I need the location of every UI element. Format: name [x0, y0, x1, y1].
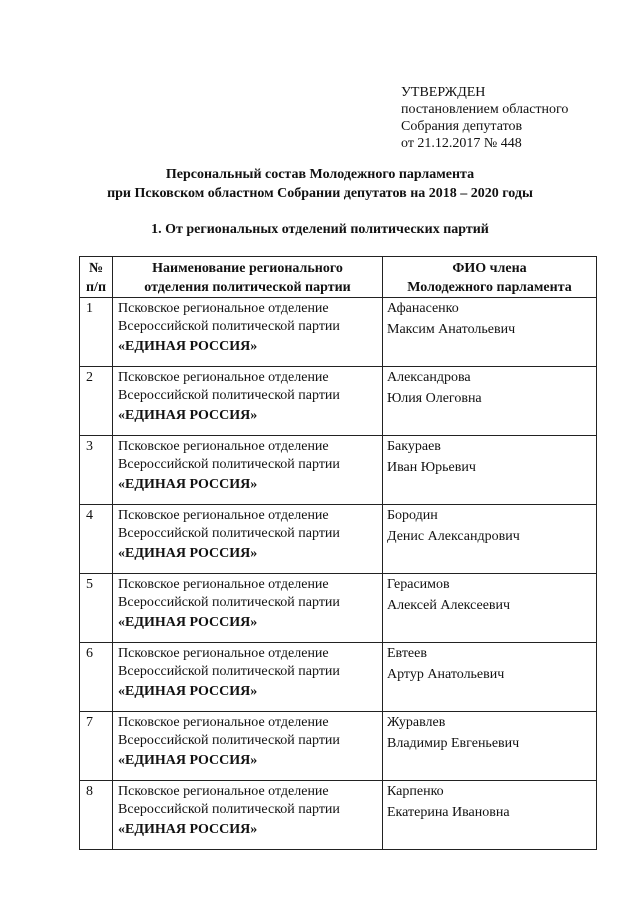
- fio-cell: [383, 367, 597, 436]
- header-party-line1: Наименование регионального: [152, 261, 343, 276]
- document-subtitle: при Псковском областном Собрании депутатов на 2018 – 2020 годы: [107, 186, 533, 201]
- header-number-line1: №: [88, 261, 104, 276]
- member-surname: Карпенко: [387, 784, 444, 799]
- party-line2: Всероссийской политической партии: [118, 664, 340, 679]
- fio-cell: [383, 643, 597, 712]
- table-row: [80, 574, 597, 643]
- row-number: 7: [80, 712, 113, 781]
- party-name: «ЕДИНАЯ РОССИЯ»: [118, 615, 258, 630]
- row-number: 5: [80, 574, 113, 643]
- row-number: 8: [80, 781, 113, 850]
- party-line1: Псковское региональное отделение: [118, 784, 329, 799]
- fio-cell: [383, 781, 597, 850]
- party-cell: [113, 781, 383, 850]
- member-given-names: Алексей Алексеевич: [387, 598, 511, 613]
- party-cell: [113, 436, 383, 505]
- party-line2: Всероссийской политической партии: [118, 802, 340, 817]
- member-surname: Герасимов: [387, 577, 450, 592]
- member-given-names: Екатерина Ивановна: [387, 805, 510, 820]
- party-name: «ЕДИНАЯ РОССИЯ»: [118, 339, 258, 354]
- table-row: [80, 298, 597, 367]
- party-cell: [113, 367, 383, 436]
- header-fio-line1: ФИО члена: [452, 261, 527, 276]
- header-fio-line2: Молодежного парламента: [407, 280, 572, 295]
- party-line2: Всероссийской политической партии: [118, 457, 340, 472]
- party-line1: Псковское региональное отделение: [118, 301, 329, 316]
- party-cell: [113, 643, 383, 712]
- member-surname: Бородин: [387, 508, 438, 523]
- member-given-names: Денис Александрович: [387, 529, 520, 544]
- party-name: «ЕДИНАЯ РОССИЯ»: [118, 546, 258, 561]
- party-line1: Псковское региональное отделение: [118, 439, 329, 454]
- fio-cell: [383, 712, 597, 781]
- header-party-line2: отделения политической партии: [144, 280, 351, 295]
- header-number: [80, 257, 113, 298]
- row-number: 4: [80, 505, 113, 574]
- party-name: «ЕДИНАЯ РОССИЯ»: [118, 408, 258, 423]
- member-given-names: Максим Анатольевич: [387, 322, 516, 337]
- party-line2: Всероссийской политической партии: [118, 388, 340, 403]
- member-given-names: Артур Анатольевич: [387, 667, 505, 682]
- party-line2: Всероссийской политической партии: [118, 595, 340, 610]
- fio-cell: [383, 505, 597, 574]
- header-fio: [383, 257, 597, 298]
- table-header-row: [80, 257, 597, 298]
- member-surname: Евтеев: [387, 646, 427, 661]
- table-row: [80, 712, 597, 781]
- header-number-line2: п/п: [85, 280, 107, 295]
- party-cell: [113, 505, 383, 574]
- party-line2: Всероссийской политической партии: [118, 526, 340, 541]
- party-line1: Псковское региональное отделение: [118, 715, 329, 730]
- party-cell: [113, 574, 383, 643]
- table-row: [80, 436, 597, 505]
- fio-cell: [383, 298, 597, 367]
- approval-line: Собрания депутатов: [401, 119, 523, 134]
- header-party: [113, 257, 383, 298]
- table-row: [80, 781, 597, 850]
- row-number: 1: [80, 298, 113, 367]
- member-surname: Бакураев: [387, 439, 441, 454]
- approval-line: УТВЕРЖДЕН: [401, 85, 486, 100]
- member-given-names: Иван Юрьевич: [387, 460, 476, 475]
- fio-cell: [383, 574, 597, 643]
- party-line2: Всероссийской политической партии: [118, 319, 340, 334]
- row-number: 2: [80, 367, 113, 436]
- party-line1: Псковское региональное отделение: [118, 646, 329, 661]
- party-line2: Всероссийской политической партии: [118, 733, 340, 748]
- table-row: [80, 505, 597, 574]
- party-name: «ЕДИНАЯ РОССИЯ»: [118, 753, 258, 768]
- members-table: [79, 256, 597, 850]
- party-name: «ЕДИНАЯ РОССИЯ»: [118, 477, 258, 492]
- table-row: [80, 643, 597, 712]
- member-surname: Афанасенко: [387, 301, 459, 316]
- member-surname: Александрова: [387, 370, 471, 385]
- fio-cell: [383, 436, 597, 505]
- approval-stamp: [401, 84, 568, 152]
- row-number: 3: [80, 436, 113, 505]
- party-cell: [113, 712, 383, 781]
- party-name: «ЕДИНАЯ РОССИЯ»: [118, 684, 258, 699]
- member-surname: Журавлев: [387, 715, 446, 730]
- member-given-names: Владимир Евгеньевич: [387, 736, 520, 751]
- row-number: 6: [80, 643, 113, 712]
- section-heading: 1. От региональных отделений политических партий: [151, 222, 489, 237]
- party-line1: Псковское региональное отделение: [118, 577, 329, 592]
- party-line1: Псковское региональное отделение: [118, 508, 329, 523]
- document-title: Персональный состав Молодежного парламента: [165, 167, 475, 182]
- party-name: «ЕДИНАЯ РОССИЯ»: [118, 822, 258, 837]
- member-given-names: Юлия Олеговна: [387, 391, 482, 406]
- party-line1: Псковское региональное отделение: [118, 370, 329, 385]
- table-row: [80, 367, 597, 436]
- approval-line: от 21.12.2017 № 448: [401, 136, 522, 151]
- approval-line: постановлением областного: [401, 102, 569, 117]
- party-cell: [113, 298, 383, 367]
